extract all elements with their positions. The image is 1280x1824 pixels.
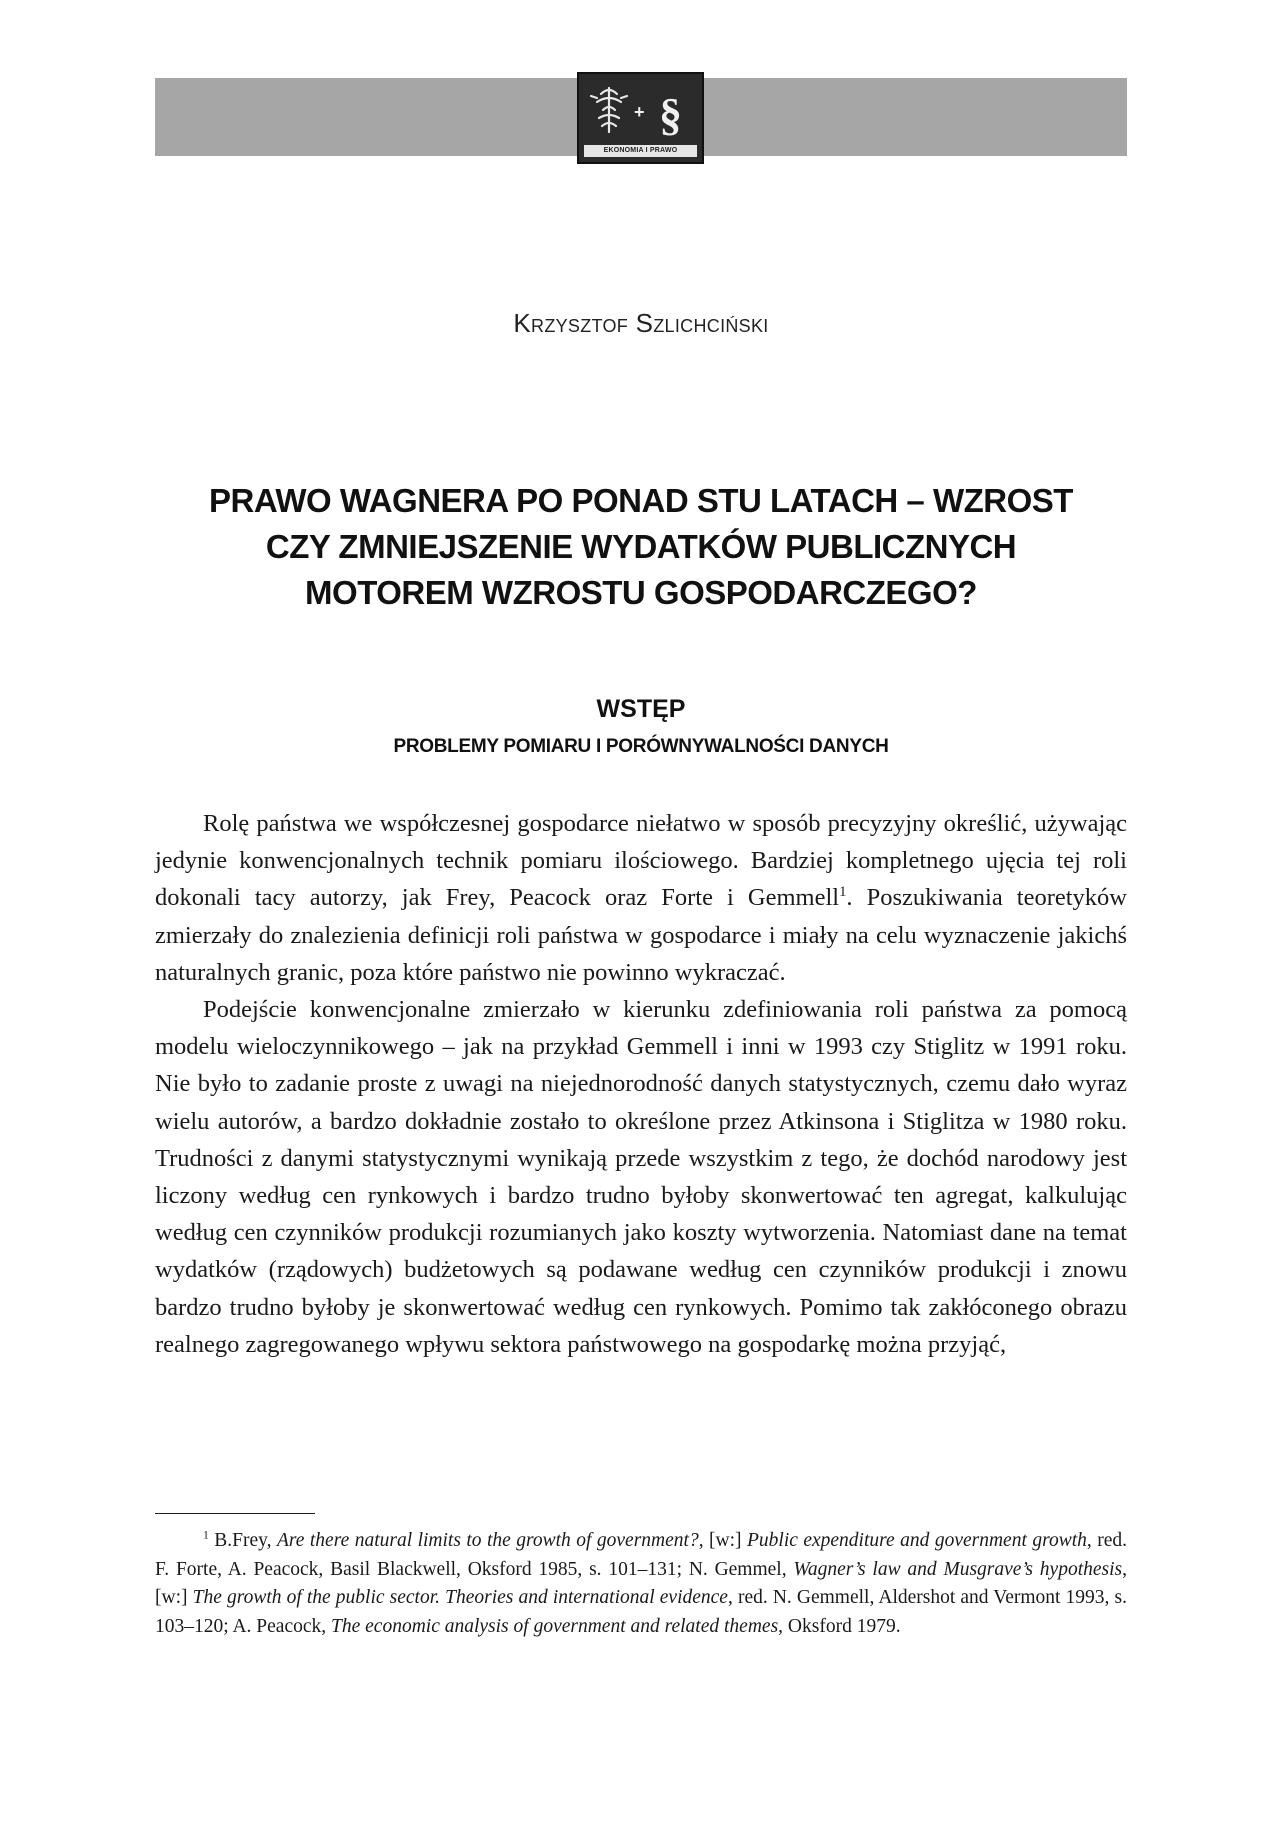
footnote: $^1$ B.Frey, Are there natural limits to the growth of government?, [w:] Public expenditure and government growth, red. F. Forte, A. Peacock, Basil Blackwell, Oksford 1985, s. 101–131; N. Gemmel, Wagner’s law and Musgrave’s hypothesis, [w:] The growth of the public sector. Theories and international evidence, red. N. Gemmell, Aldershot and Vermont 1993, s. 103–120; A. Peacock, The economic analysis of government and related themes, Oksford 1979. xyxy=(155,1528,1127,1637)
citation-title: The growth of the public sector. Theories and international evidence xyxy=(192,1587,728,1609)
paper-title xyxy=(155,478,1127,616)
paragraph: Rolę państwa we współczesnej gospodarce niełatwo w sposób precyzyjny określić, używając jedynie konwencjonalnych technik pomiaru ilościowego. Bardziej kompletnego ujęcia tej roli dokonali tacy autorzy, jak Frey, Peacock oraz Forte i Gemmell$^1$. Poszukiwania teoretyków zmierzały do znalezienia definicji roli państwa w gospodarce i miały na celu wyznaczenie jakichś naturalnych granic, poza które państwo nie powinno wykraczać. xyxy=(155,810,1128,986)
logo-caption: EKONOMIA I PRAWO xyxy=(584,145,697,157)
footnote-marker[interactable]: 1 xyxy=(839,884,847,901)
citation-title: Wagner’s law and Musgrave’s hypothesis xyxy=(793,1558,1123,1580)
title-line: CZY ZMNIEJSZENIE WYDATKÓW PUBLICZNYCH xyxy=(265,528,1017,565)
citation-title: Are there natural limits to the growth of government? xyxy=(277,1530,699,1551)
logo-plus: + xyxy=(634,102,645,122)
author-name: Krzysztof Szlichciński xyxy=(513,308,769,338)
citation-title: Public expenditure and government growth xyxy=(746,1530,1087,1551)
section-heading: WSTĘP xyxy=(596,695,686,723)
body-text xyxy=(155,805,1127,1363)
journal-logo xyxy=(577,72,704,164)
citation-title: The economic analysis of government and related themes xyxy=(331,1615,779,1637)
footnotes xyxy=(155,1527,1127,1641)
footnote-number: 1 xyxy=(203,1528,209,1542)
footnote-divider xyxy=(155,1513,315,1514)
title-line: MOTOREM WZROSTU GOSPODARCZEGO? xyxy=(305,574,977,611)
paragraph: Podejście konwencjonalne zmierzało w kierunku zdefiniowania roli państwa za pomocą modelu wieloczynnikowego – jak na przykład Gemmell i inni w 1993 czy Stiglitz w 1991 roku. Nie było to zadanie proste z uwagi na niejednorodność danych statystycznych, czemu dało wyraz wielu autorów, a bardzo dokładnie zostało to określone przez Atkinsona i Stiglitza w 1980 roku. Trudności z danymi statystycznymi wynikają przede wszystkim z tego, że dochód narodowy jest liczony według cen rynkowych i bardzo trudno byłoby skonwertować ten agregat, kalkulując według cen czynników produkcji rozumianych jako koszty wytworzenia. Natomiast dane na temat wydatków (rządowych) budżetowych są podawane według cen czynników produkcji i znowu bardzo trudno byłoby je skonwertować według cen rynkowych. Pomimo tak zakłóconego obrazu realnego zagregowanego wpływu sektora państwowego na gospodarkę można przyjąć, xyxy=(155,996,1127,1358)
title-line: PRAWO WAGNERA PO PONAD STU LATACH – WZROST xyxy=(209,482,1073,519)
logo-paragraph-sign: § xyxy=(659,89,682,140)
section-subheading: PROBLEMY POMIARU I PORÓWNYWALNOŚCI DANYCH xyxy=(393,736,889,757)
